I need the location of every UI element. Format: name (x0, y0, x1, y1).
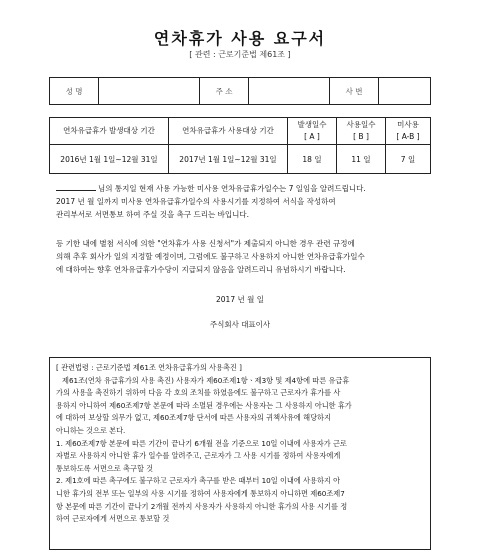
law-line: 제61조(연차 유급휴가의 사용 촉진) 사용자가 제60조제1항ㆍ제3항 및 제4항에 따른 유급휴 (62, 375, 350, 385)
notice-line-3: 관리부서로 서면통보 하여 주실 것을 촉구 드리는 바입니다. (56, 210, 249, 219)
law-line: 가의 사용을 촉진하기 위하여 다음 각 호의 조치를 하였음에도 불구하고 근로자가 휴가를 사 (56, 388, 341, 398)
accrued-days-value: 18 일 (288, 145, 337, 174)
law-line: 통보하도록 서면으로 촉구할 것 (56, 463, 154, 473)
warning-paragraph (56, 237, 432, 276)
law-reference-box (49, 357, 431, 550)
law-line: 2. 제1호에 따른 촉구에도 불구하고 근로자가 촉구를 받은 때부터 10일 이내에 사용하지 아 (56, 476, 341, 486)
document-subtitle: [ 관련 : 근로기준법 제61조 ] (189, 50, 291, 59)
law-line: 니한 휴가의 전부 또는 일부의 사용 시기를 정하여 사용자에게 통보하지 아니하면 제60조제7 (56, 488, 345, 498)
law-heading: [ 관련법령 : 근로기준법 제61조 연차유급휴가의 사용촉진 ] (56, 363, 242, 372)
law-line: 자별로 사용하지 아니한 휴가 일수를 알려주고, 근로자가 그 사용 시기를 정하여 사용자에게 (56, 451, 341, 461)
employee-no-field[interactable] (379, 78, 431, 105)
warning-line-2: 의해 추후 회사가 일의 지정할 예정이며, 그럼에도 불구하고 사용하지 아니한 연차유급휴가일수 (56, 252, 365, 261)
law-line: 1. 제60조제7항 본문에 따른 기간이 끝나기 6개월 전을 기준으로 10일 이내에 사용자가 근로 (56, 438, 347, 448)
notice-line-1: 님의 통지일 현재 사용 가능한 미사용 연차유급휴가일수는 7 일임을 알려드립니다. (98, 184, 366, 193)
used-days-value: 11 일 (337, 145, 386, 174)
name-field[interactable] (99, 78, 200, 105)
leave-days-table (49, 117, 431, 174)
employee-no-label: 사 번 (330, 78, 379, 105)
law-line: 에 대하여 보상할 의무가 없고, 제60조제7항 단서에 따른 사용자의 귀책사유에 해당하지 (56, 413, 331, 423)
address-label: 주 소 (200, 78, 249, 105)
notice-line-2: 2017 년 월 일까지 미사용 연차유급휴가일수의 사용시기를 지정하여 서식을 작성하여 (56, 197, 336, 206)
issuer-signature: 주식회사 대표이사 (209, 320, 271, 329)
header-unused-days: 미사용 [ A-B ] (386, 118, 431, 145)
law-line: 하여 근로자에게 서면으로 통보할 것 (56, 514, 170, 524)
law-line: 용하지 아니하여 제60조제7항 본문에 따라 소멸된 경우에는 사용자는 그 사용하지 아니한 휴가 (56, 400, 352, 410)
law-line: 아니하는 것으로 본다. (56, 425, 126, 435)
unused-days-value: 7 일 (386, 145, 431, 174)
employee-info-table (49, 77, 431, 105)
notice-paragraph (56, 182, 432, 221)
date-line: 2017 년 월 일 (216, 295, 264, 304)
usage-period-value: 2017년 1월 1일~12월 31일 (169, 145, 288, 174)
document-title: 연차휴가 사용 요구서 (153, 29, 327, 48)
warning-line-3: 에 대하여는 향후 연차유급휴가수당이 지급되지 않음을 알려드리니 유념하시기 바랍니다. (56, 265, 346, 274)
header-used-days: 사용일수 [ B ] (337, 118, 386, 145)
header-accrual-period: 연차유급휴가 발생대상 기간 (50, 118, 169, 145)
warning-line-1: 등 기한 내에 별첨 서식에 의한 "연차휴가 사용 신청서"가 제출되지 아니한 경우 관련 규정에 (56, 239, 355, 248)
name-label: 성 명 (50, 78, 99, 105)
header-usage-period: 연차유급휴가 사용대상 기간 (169, 118, 288, 145)
header-accrued-days: 발생일수 [ A ] (288, 118, 337, 145)
accrual-period-value: 2016년 1월 1일~12월 31일 (50, 145, 169, 174)
address-field[interactable] (249, 78, 330, 105)
employee-name-blank[interactable] (56, 182, 96, 191)
law-line: 항 본문에 따른 기간이 끝나기 2개월 전까지 사용자가 사용하지 아니한 휴가의 사용 시기를 정 (56, 501, 348, 511)
